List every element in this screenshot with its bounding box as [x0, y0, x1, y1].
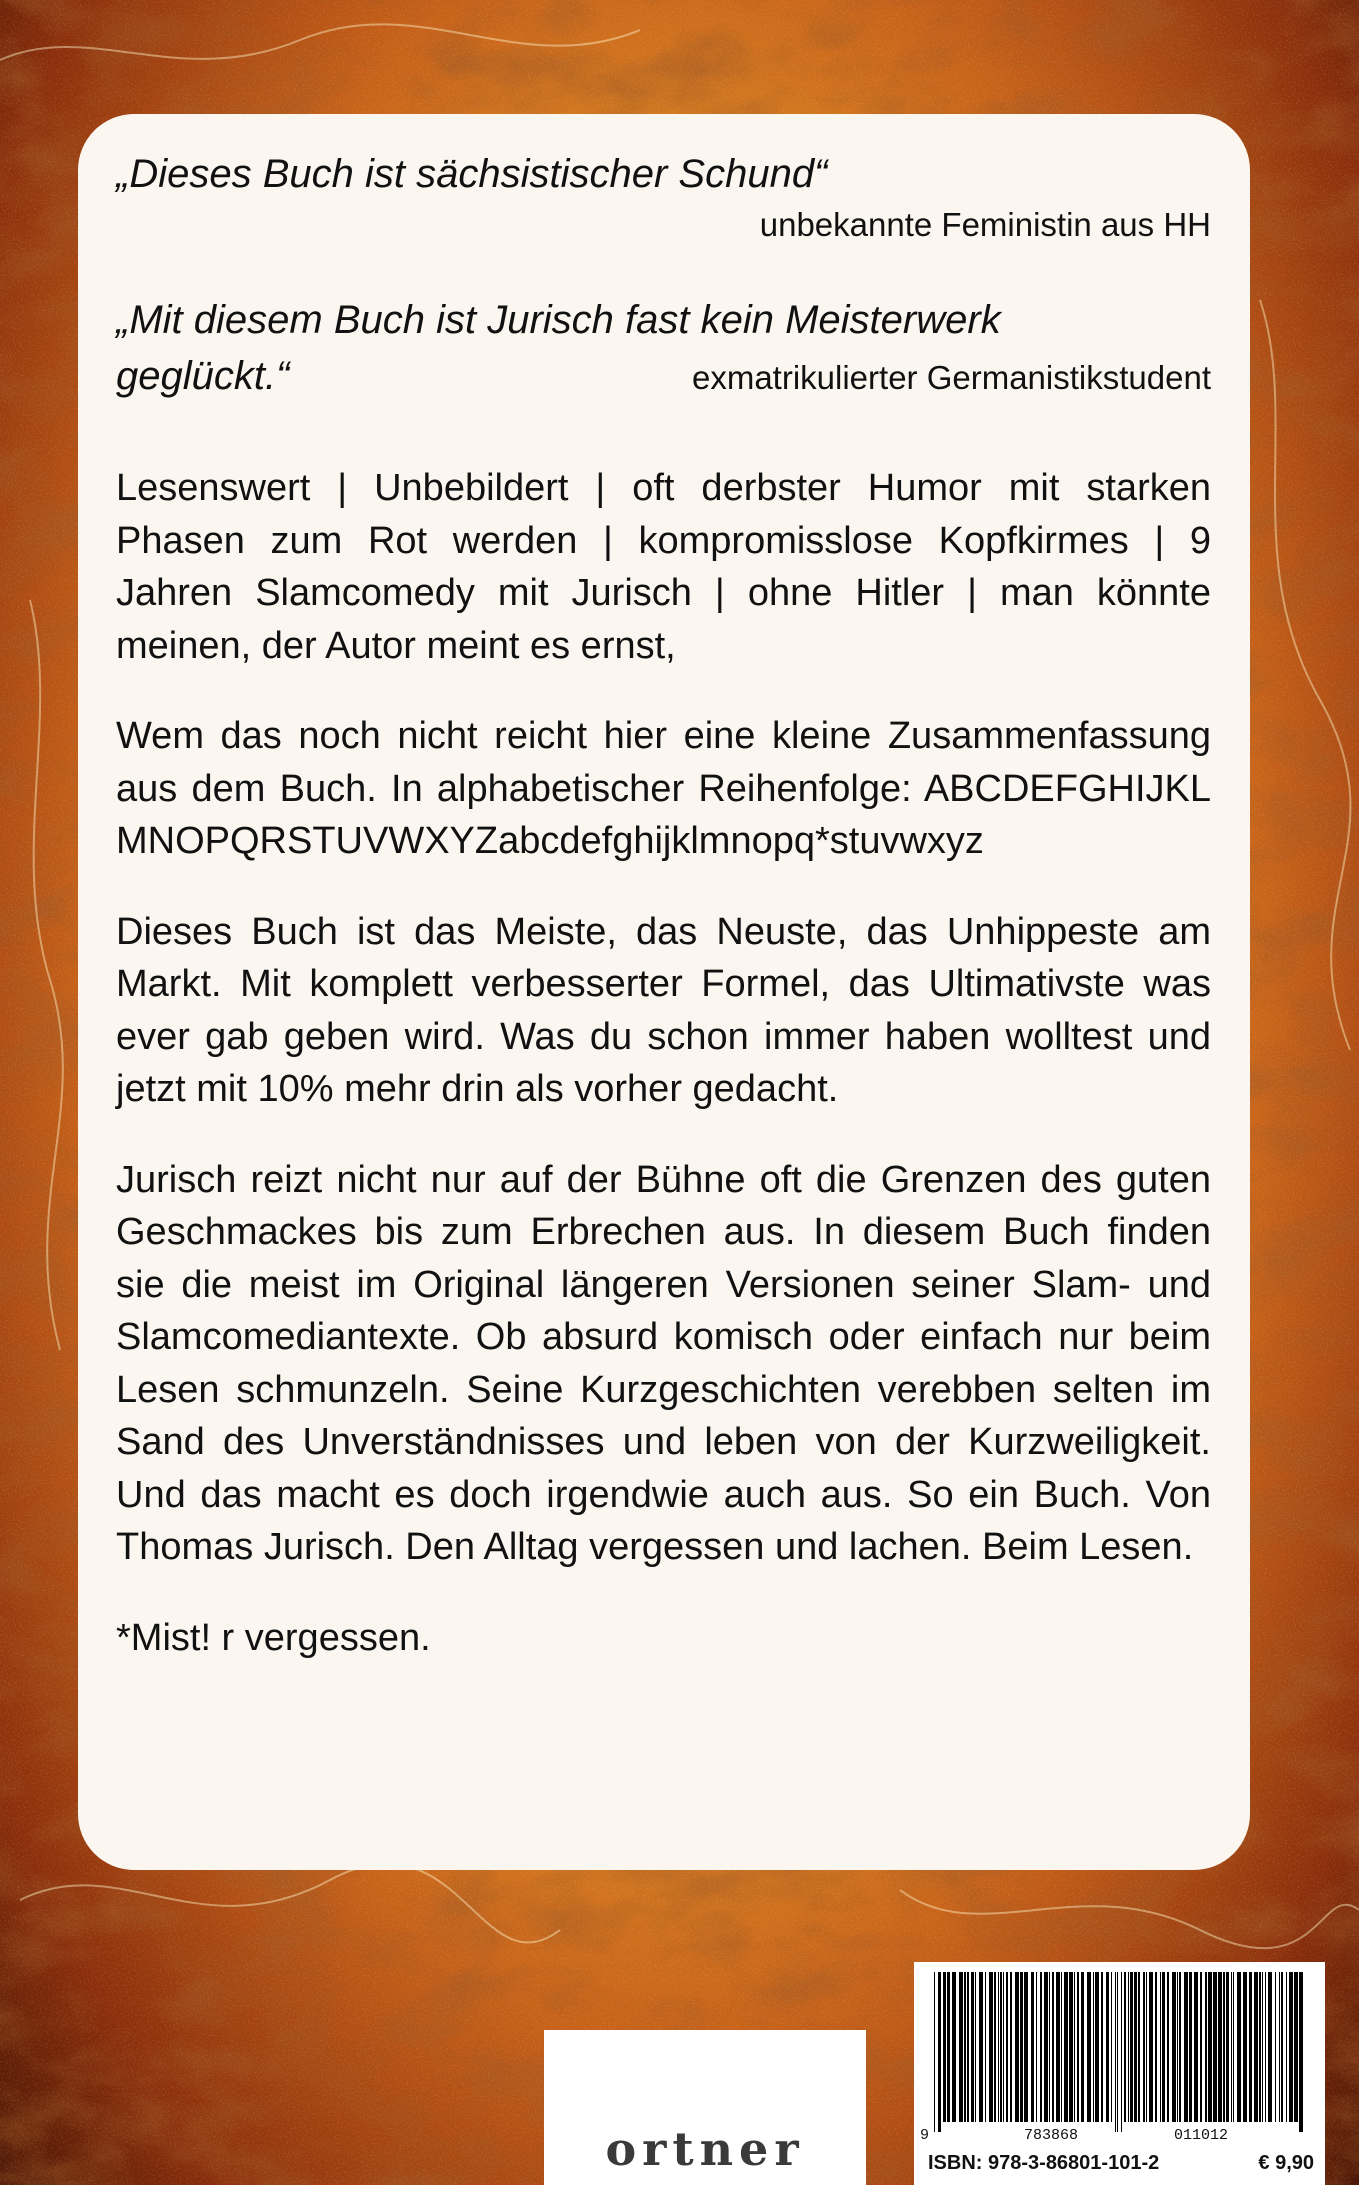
barcode-bar [1000, 1972, 1002, 2122]
barcode-bar [1268, 1972, 1272, 2122]
barcode-bar [1184, 1972, 1188, 2122]
quote-2-line-2: geglückt.“ [116, 354, 290, 398]
barcode-bar [1243, 1972, 1247, 2122]
quote-1-attribution: unbekannte Feministin aus HH [759, 206, 1211, 243]
barcode-bar [952, 1972, 956, 2122]
barcode-bar [1254, 1972, 1258, 2122]
barcode-bar [1130, 1972, 1133, 2122]
barcode-bar [989, 1972, 993, 2122]
quote-2-line-2-row [116, 348, 1211, 404]
barcode-digit-first: 9 [920, 2127, 930, 2144]
barcode-bar [1124, 1972, 1126, 2122]
barcode-bar [1064, 1972, 1068, 2122]
barcode-bar [1077, 1972, 1079, 2122]
barcode-bar [947, 1972, 950, 2122]
isbn-number: ISBN: 978-3-86801-101-2 [928, 2152, 1160, 2174]
publisher-logo-box [544, 2030, 866, 2185]
barcode-bar [1149, 1972, 1153, 2122]
barcode-bar [1237, 1972, 1241, 2122]
barcode-bar [1167, 1972, 1169, 2122]
quote-2 [116, 292, 1211, 404]
barcode-bar [1052, 1972, 1054, 2122]
barcode-bar [1281, 1972, 1283, 2122]
barcode-bar [1138, 1972, 1140, 2122]
barcode-bar [1087, 1972, 1091, 2122]
paragraph-2-alphabet: ABCDEFGHIJKLMNOPQRSTUVWXYZabcdefghijklmnopq*stuvwxyz [116, 767, 1211, 862]
barcode-bar [1279, 1972, 1280, 2122]
isbn-line [928, 2152, 1314, 2175]
barcode-bar [979, 1972, 983, 2122]
barcode-bar [1056, 1972, 1060, 2122]
barcode-digits-left: 783868 [1024, 2127, 1079, 2144]
barcode-bar [1024, 1972, 1028, 2122]
barcode-bars [934, 1972, 1304, 2132]
barcode-bar [964, 1972, 966, 2122]
quote-2-line-1: „Mit diesem Buch ist Jurisch fast kein Meisterwerk [116, 298, 1001, 342]
barcode-bar [1275, 1972, 1276, 2122]
barcode-digits [914, 2127, 1325, 2147]
barcode-bar [1299, 1972, 1303, 2132]
paragraph-2-text: Wem das noch nicht reicht hier eine kleine Zusammenfassung aus dem Buch. In alphabetischer Reihenfolge: [116, 715, 1211, 810]
barcode-bar [1106, 1972, 1109, 2122]
barcode-bar [1160, 1972, 1161, 2122]
barcode-bar [1115, 1972, 1116, 2132]
barcode-bar [1134, 1972, 1137, 2122]
barcode-bar [1095, 1972, 1099, 2122]
paragraph-1: Lesenswert | Unbebildert | oft derbster Humor mit starken Phasen zum Rot werden | kompromisslose Kopfkirmes | 9 Jahren Slamcomedy mit Jurisch | ohne Hitler | man könnte meinen, der Autor meint es ernst, [116, 467, 1211, 667]
price: € 9,90 [1258, 2152, 1314, 2174]
barcode-bar [1205, 1972, 1207, 2122]
barcode-box [914, 1962, 1325, 2185]
barcode-bar [934, 1972, 935, 2132]
barcode-bar [1294, 1972, 1298, 2122]
back-cover-text [116, 146, 1211, 1664]
barcode-bar [1128, 1972, 1129, 2122]
barcode-bar [1223, 1972, 1225, 2122]
barcode-bar [998, 1972, 999, 2122]
barcode-bar [1031, 1972, 1034, 2122]
barcode-bar [985, 1972, 986, 2122]
publisher-logo: ortner [605, 2122, 805, 2176]
barcode-bar [1289, 1972, 1293, 2122]
barcode-bar [1081, 1972, 1084, 2122]
barcode-bar [994, 1972, 996, 2122]
barcode-bar [1194, 1972, 1198, 2122]
barcode-bar [1101, 1972, 1103, 2122]
barcode-bar [1218, 1972, 1222, 2122]
barcode-bar [1155, 1972, 1157, 2122]
paragraph-2 [116, 710, 1211, 868]
barcode-digits-right: 011012 [1174, 2127, 1229, 2144]
barcode-bar [959, 1972, 963, 2122]
quote-2-attribution: exmatrikulierter Germanistikstudent [691, 359, 1211, 396]
barcode-bar [1111, 1972, 1112, 2122]
barcode-bar [1249, 1972, 1252, 2122]
barcode-bar [1003, 1972, 1004, 2122]
barcode-bar [1208, 1972, 1212, 2122]
barcode-bar [971, 1972, 974, 2122]
footnote: *Mist! r vergessen. [116, 1616, 431, 1659]
barcode-bar [1259, 1972, 1261, 2122]
barcode-bar [1061, 1972, 1062, 2122]
barcode-bar [1265, 1972, 1266, 2122]
barcode-bar [1044, 1972, 1048, 2122]
barcode-bar [1036, 1972, 1037, 2122]
barcode-bar [1213, 1972, 1217, 2122]
barcode-bar [1146, 1972, 1147, 2122]
barcode-bar [1286, 1972, 1287, 2122]
barcode-bar [1262, 1972, 1263, 2122]
barcode-bar [1049, 1972, 1050, 2122]
barcode-bar [1179, 1972, 1181, 2122]
barcode-bar [1177, 1972, 1178, 2122]
barcode-bar [1226, 1972, 1229, 2122]
barcode-bar [1189, 1972, 1192, 2122]
barcode-bar [1200, 1972, 1202, 2122]
paragraph-3: Dieses Buch ist das Meiste, das Neuste, das Unhippeste am Markt. Mit komplett verbesserter Formel, das Ultimativste was ever gab geben wird. Was du schon immer haben wolltest und jetzt mit 10% mehr drin als vorher gedacht. [116, 910, 1211, 1110]
barcode-bar [1093, 1972, 1094, 2122]
barcode-bar [1231, 1972, 1232, 2122]
barcode-bar [1162, 1972, 1165, 2122]
barcode-bar [975, 1972, 976, 2122]
barcode-bar [1069, 1972, 1073, 2122]
barcode-bar [1233, 1972, 1234, 2122]
barcode-bar [1010, 1972, 1012, 2122]
barcode-bar [1172, 1972, 1176, 2122]
barcode-bar [1040, 1972, 1042, 2122]
barcode-bar [1143, 1972, 1145, 2122]
barcode-bar [938, 1972, 941, 2132]
barcode-bar [1121, 1972, 1122, 2132]
barcode-bar [1020, 1972, 1023, 2122]
paragraph-4: Jurisch reizt nicht nur auf der Bühne oft die Grenzen des guten Geschmackes bis zum Erbrechen aus. In diesem Buch finden sie die meist im Original längeren Versionen seiner Slam- und Slamcomediantexte. Ob absurd komisch oder einfach nur beim Lesen schmunzeln. Seine Kurzgeschichten verebben selten im Sand des Unverständnisses und leben von der Kurzweiligkeit. Und das macht es doch irgendwie auch aus. So ein Buch. Von Thomas Jurisch. Den Alltag vergessen und lachen. Beim Lesen. [116, 1158, 1211, 1568]
barcode-bar [943, 1972, 946, 2122]
barcode-bar [1117, 1972, 1118, 2132]
quote-1: „Dieses Buch ist sächsistischer Schund“ [116, 152, 828, 196]
barcode-bar [1074, 1972, 1075, 2122]
barcode-bar [967, 1972, 969, 2122]
barcode-bar [1015, 1972, 1019, 2122]
barcode-bar [1006, 1972, 1008, 2122]
